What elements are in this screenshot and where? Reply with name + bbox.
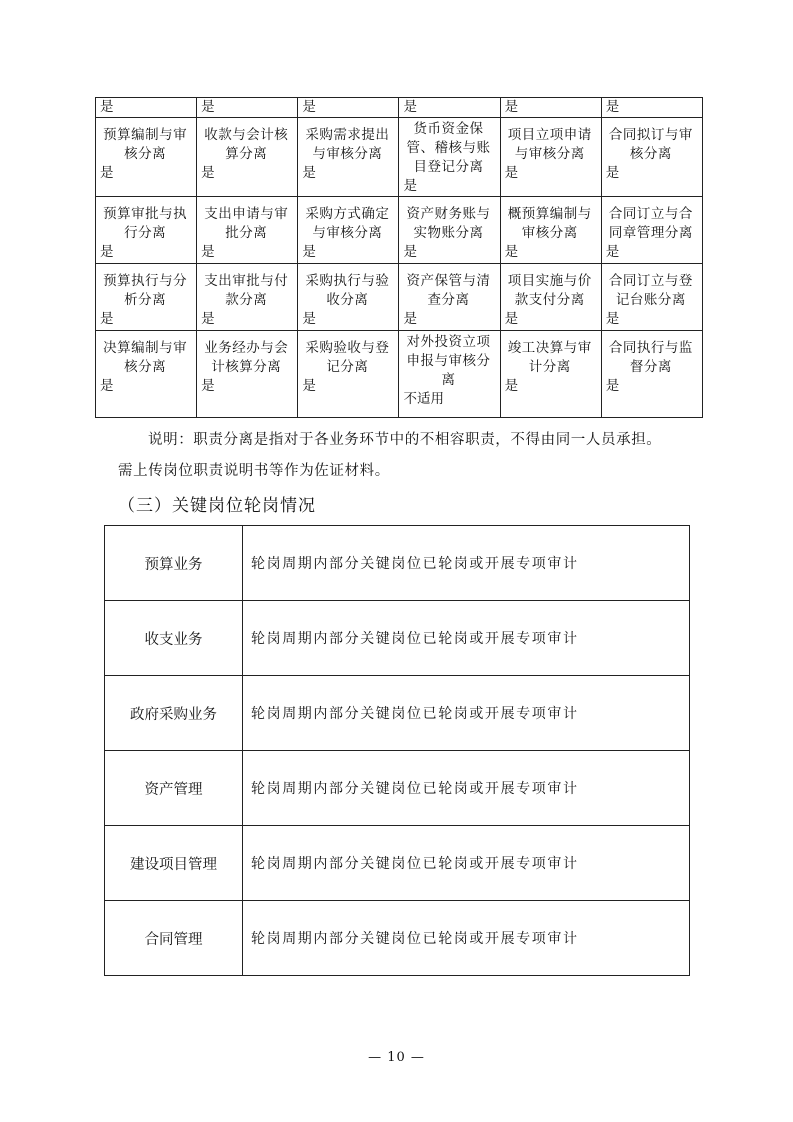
rotation-value: 轮岗周期内部分关键岗位已轮岗或开展专项审计 xyxy=(243,901,690,976)
table-row xyxy=(96,197,703,264)
rotation-label: 政府采购业务 xyxy=(105,676,243,751)
rotation-label: 预算业务 xyxy=(105,526,243,601)
table-row xyxy=(105,826,690,901)
cell-value: 是 xyxy=(504,378,519,394)
rotation-label: 资产管理 xyxy=(105,751,243,826)
rotation-label: 合同管理 xyxy=(105,901,243,976)
duty-pair-name: 竣工决算与审计分离 xyxy=(507,340,592,375)
duty-pair-name: 项目实施与价款支付分离 xyxy=(507,273,592,308)
duty-pair-name: 支出申请与审批分离 xyxy=(204,206,289,241)
cell-value: 是 xyxy=(302,165,316,181)
table-row xyxy=(105,676,690,751)
duty-pair-name: 预算执行与分析分离 xyxy=(103,273,188,308)
duty-pair-name: 对外投资立项申报与审核分离 xyxy=(406,334,491,388)
duty-pair-name: 预算审批与执行分离 xyxy=(103,206,188,241)
cell-value: 是 xyxy=(403,311,417,327)
duty-pair-name: 合同订立与合同章管理分离 xyxy=(608,206,693,241)
rotation-value: 轮岗周期内部分关键岗位已轮岗或开展专项审计 xyxy=(243,526,690,601)
rotation-label: 建设项目管理 xyxy=(105,826,243,901)
cell-value: 是 xyxy=(504,311,519,327)
cell-value: 是 xyxy=(302,244,316,260)
duty-separation-table xyxy=(95,97,703,418)
rotation-label: 收支业务 xyxy=(105,601,243,676)
page-number: — 10 — xyxy=(368,1050,425,1065)
rotation-table xyxy=(104,525,690,976)
table-row xyxy=(105,526,690,601)
cell-value: 是 xyxy=(504,165,519,181)
rotation-value: 轮岗周期内部分关键岗位已轮岗或开展专项审计 xyxy=(243,751,690,826)
duty-pair-name: 资产财务账与实物账分离 xyxy=(406,206,491,241)
explanation-note: 说明：职责分离是指对于各业务环节中的不相容职责，不得由同一人员承担。 xyxy=(148,432,662,448)
duty-pair-name: 采购方式确定与审核分离 xyxy=(305,206,390,241)
cell-value: 是 xyxy=(403,99,417,115)
duty-pair-name: 项目立项申请与审核分离 xyxy=(507,127,592,162)
table-row xyxy=(105,901,690,976)
cell-value: 是 xyxy=(201,378,215,394)
cell-value: 是 xyxy=(201,311,215,327)
cell-value: 是 xyxy=(403,178,417,194)
cell-value: 是 xyxy=(302,99,316,115)
duty-pair-name: 支出审批与付款分离 xyxy=(204,273,289,308)
duty-pair-name: 货币资金保管、稽核与账目登记分离 xyxy=(406,121,491,175)
cell-value: 是 xyxy=(100,244,114,260)
cell-value: 是 xyxy=(100,378,114,394)
cell-value: 是 xyxy=(100,311,114,327)
rotation-value: 轮岗周期内部分关键岗位已轮岗或开展专项审计 xyxy=(243,676,690,751)
cell-value: 是 xyxy=(605,378,620,394)
duty-pair-name: 收款与会计核算分离 xyxy=(204,127,289,162)
cell-value: 是 xyxy=(504,244,519,260)
cell-value: 是 xyxy=(302,378,316,394)
table-row xyxy=(105,751,690,826)
rotation-value: 轮岗周期内部分关键岗位已轮岗或开展专项审计 xyxy=(243,601,690,676)
cell-value: 是 xyxy=(605,244,620,260)
duty-pair-name: 采购验收与登记分离 xyxy=(305,340,390,375)
cell-value: 是 xyxy=(100,165,114,181)
table-row xyxy=(96,118,703,197)
duty-pair-name: 采购需求提出与审核分离 xyxy=(305,127,390,162)
duty-pair-name: 采购执行与验收分离 xyxy=(305,273,390,308)
cell-value: 是 xyxy=(201,165,215,181)
table-row xyxy=(105,601,690,676)
cell-value: 是 xyxy=(100,99,114,115)
duty-pair-name: 业务经办与会计核算分离 xyxy=(204,340,289,375)
duty-pair-name: 概预算编制与审核分离 xyxy=(507,206,592,241)
cell-value: 不适用 xyxy=(403,391,444,407)
duty-pair-name: 合同订立与登记台账分离 xyxy=(608,273,693,308)
duty-pair-name: 合同拟订与审核分离 xyxy=(608,127,693,162)
cell-value: 是 xyxy=(201,99,215,115)
duty-pair-name: 预算编制与审核分离 xyxy=(103,127,188,162)
duty-pair-name: 决算编制与审核分离 xyxy=(103,340,188,375)
duty-pair-name: 合同执行与监督分离 xyxy=(608,340,693,375)
table-row xyxy=(96,98,703,118)
cell-value: 是 xyxy=(403,244,417,260)
cell-value: 是 xyxy=(605,311,620,327)
cell-value: 是 xyxy=(302,311,316,327)
table-row xyxy=(96,331,703,418)
cell-value: 是 xyxy=(605,165,620,181)
cell-value: 是 xyxy=(605,99,620,115)
duty-pair-name: 资产保管与清查分离 xyxy=(406,273,491,308)
rotation-value: 轮岗周期内部分关键岗位已轮岗或开展专项审计 xyxy=(243,826,690,901)
cell-value: 是 xyxy=(504,99,519,115)
cell-value: 是 xyxy=(201,244,215,260)
table-row xyxy=(96,264,703,331)
evidence-note: 需上传岗位职责说明书等作为佐证材料。 xyxy=(118,463,390,479)
section-title: （三）关键岗位轮岗情况 xyxy=(118,496,316,516)
